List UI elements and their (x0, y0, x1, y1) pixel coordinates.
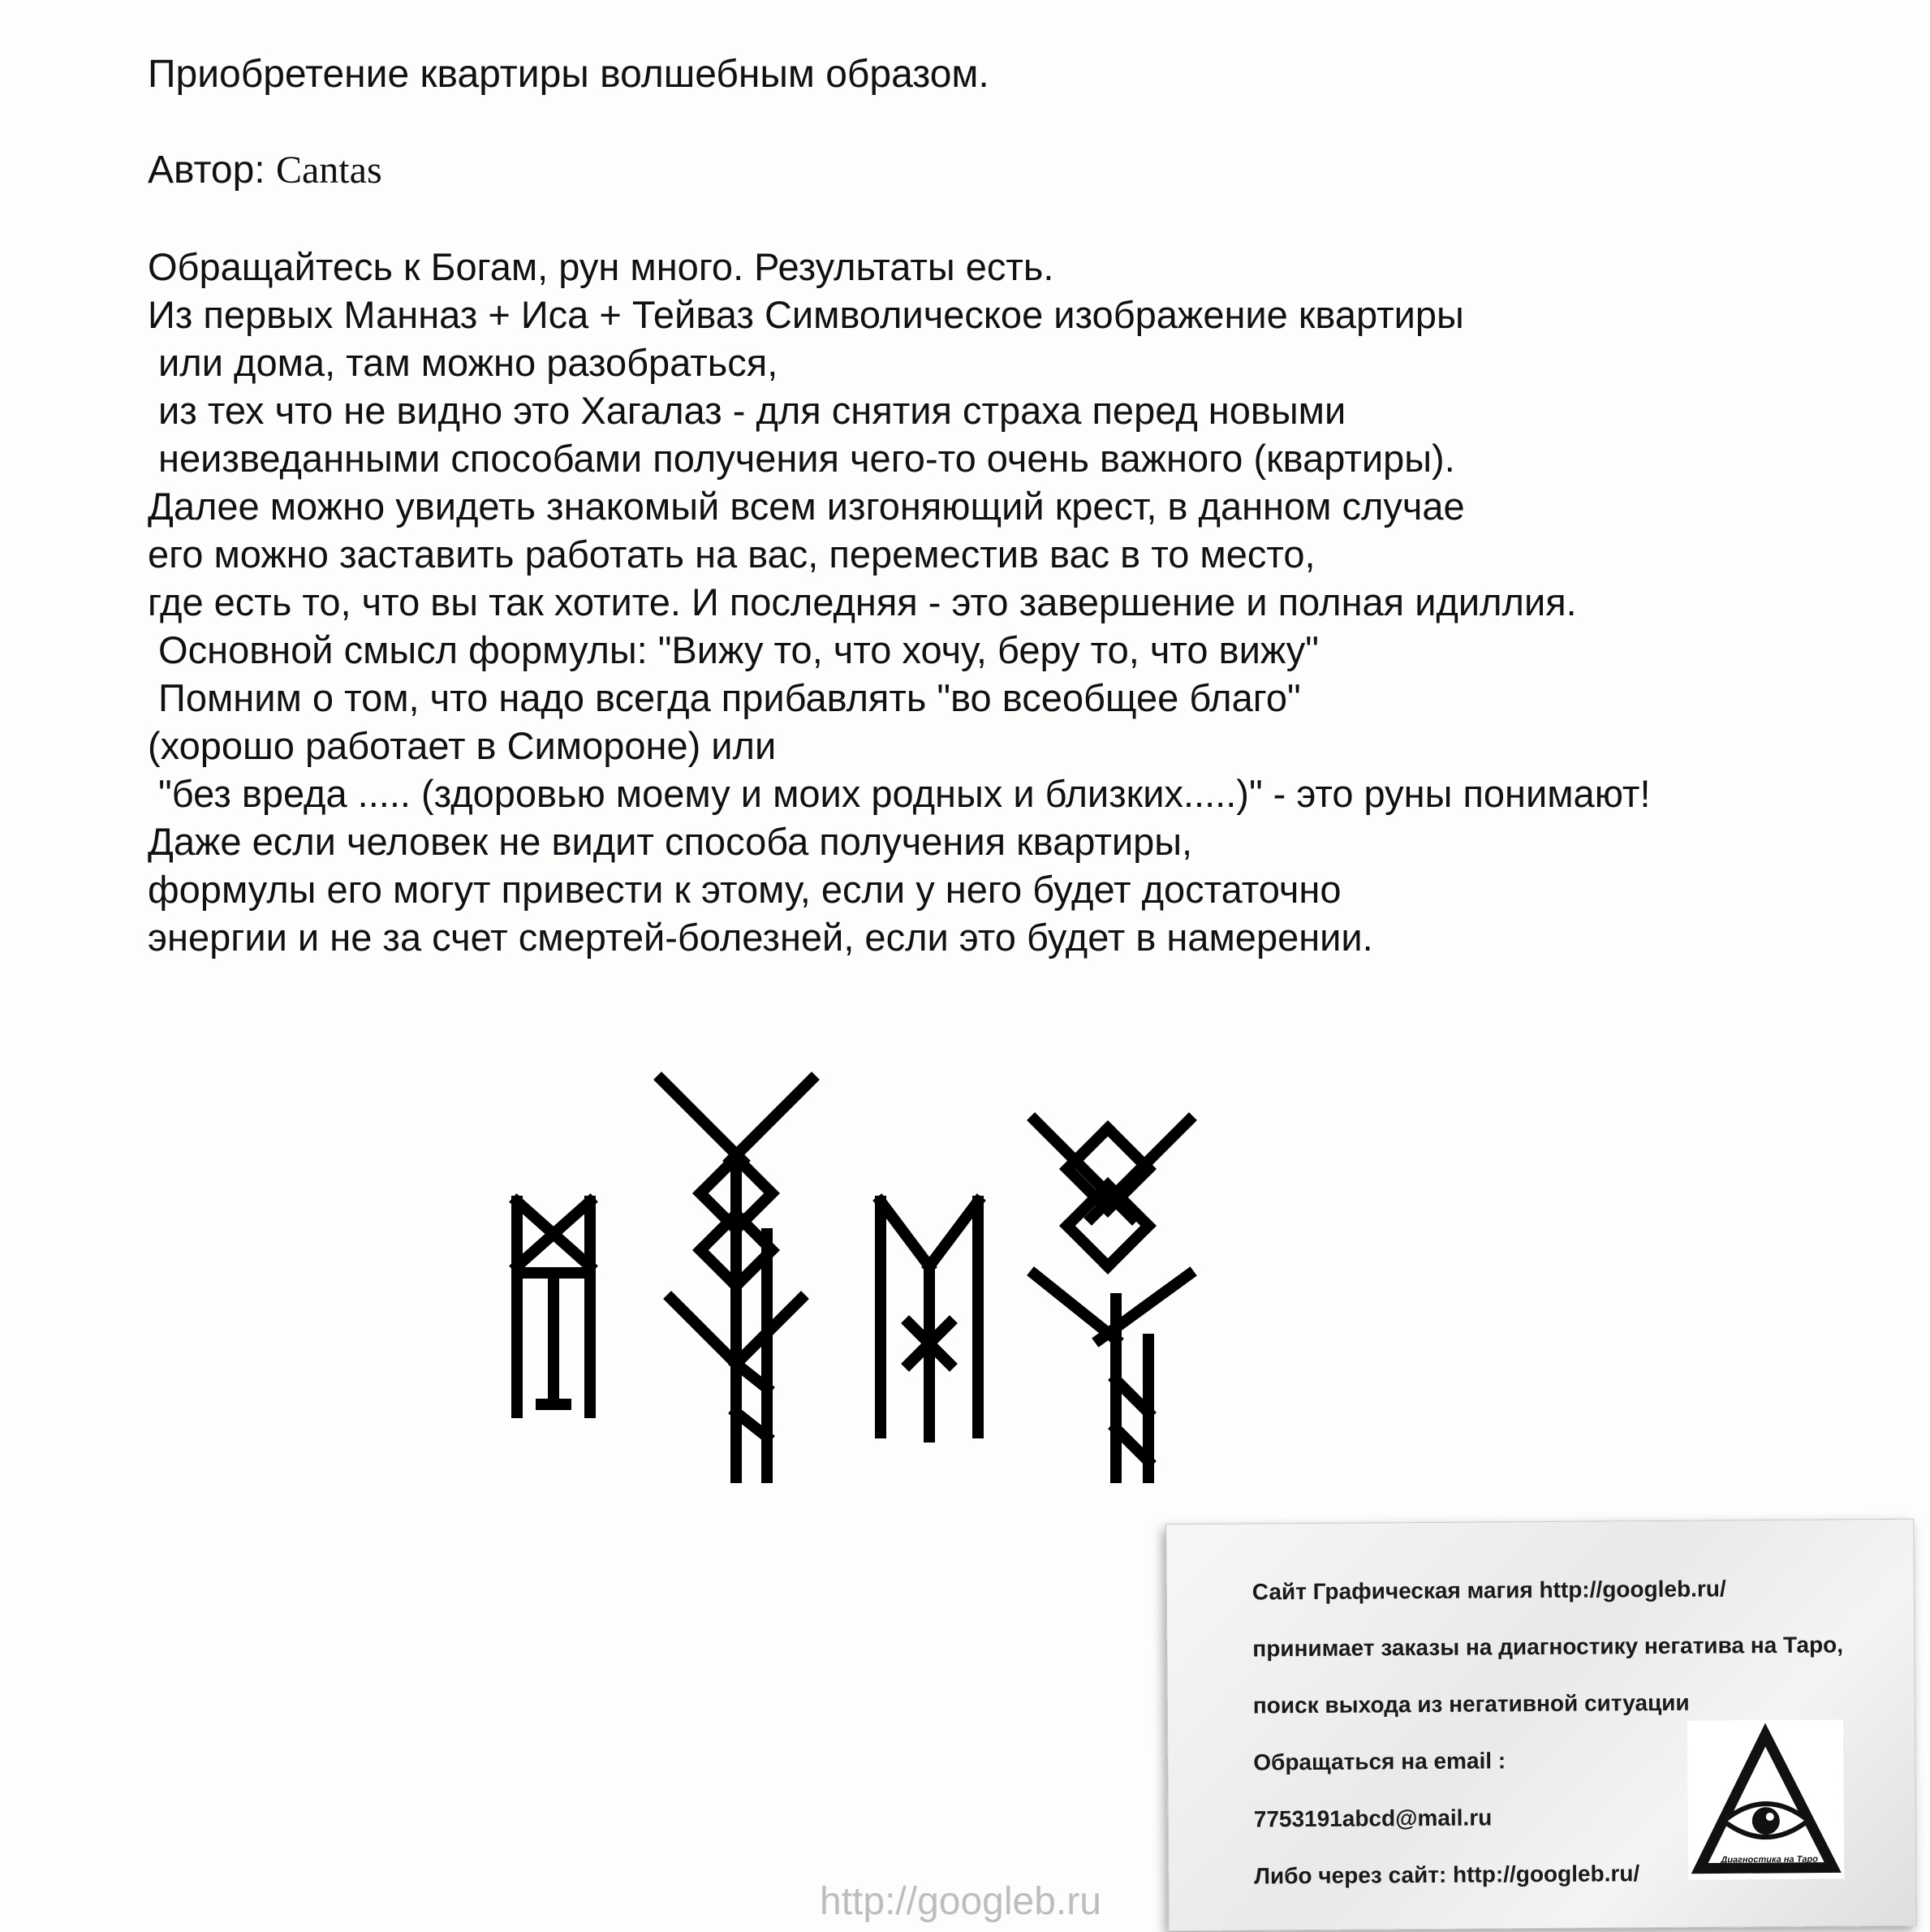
logo-caption: Диагностика на Таро (1721, 1854, 1819, 1865)
body-line: Из первых Манназ + Иса + Тейваз Символическое изображение квартиры (148, 293, 1464, 336)
body-line: из тех что не видно это Хагалаз - для снятия страха перед новыми (148, 389, 1346, 432)
rune-stave-1 (517, 1201, 590, 1412)
note-orders-line: принимает заказы на диагностику негатива на Таро, (1252, 1632, 1844, 1662)
body-line: Даже если человек не видит способа получения квартиры, (148, 820, 1193, 863)
body-line: (хорошо работает в Симороне) или (148, 724, 777, 767)
article-body (148, 243, 1893, 961)
rune-stave-3 (881, 1201, 978, 1437)
note-search-line: поиск выхода из негативной ситуации (1252, 1689, 1690, 1719)
body-line: Далее можно увидеть знакомый всем изгоняющий крест, в данном случае (148, 485, 1465, 528)
body-line: "без вреда ..... (здоровью моему и моих родных и близких.....)" - это руны понимают! (148, 772, 1651, 815)
note-email[interactable]: 7753191abcd@mail.ru (1253, 1805, 1493, 1832)
body-line: его можно заставить работать на вас, переместив вас в то место, (148, 533, 1316, 576)
page-title: Приобретение квартиры волшебным образом. (148, 53, 989, 96)
note-site-line: Сайт Графическая магия http://googleb.ru/ (1251, 1576, 1726, 1605)
watermark: http://googleb.ru (820, 1880, 1101, 1923)
body-line: где есть то, что вы так хотите. И последняя - это завершение и полная идиллия. (148, 580, 1577, 623)
author-name: Cantas (275, 149, 382, 192)
body-line: Помним о том, что надо всегда прибавлять "во всеобщее благо" (148, 676, 1301, 719)
body-line: или дома, там можно разобраться, (148, 341, 778, 384)
body-line: Обращайтесь к Богам, рун много. Результаты есть. (148, 245, 1054, 288)
advert-note (1165, 1519, 1916, 1931)
body-line: формулы его могут привести к этому, если у него будет достаточно (148, 868, 1342, 911)
author-line (148, 146, 382, 195)
body-line: энергии и не за счет смертей-болезней, если это будет в намерении. (148, 916, 1373, 959)
author-label: Автор: (148, 149, 265, 192)
rune-formula (499, 1055, 1213, 1502)
note-site-alt[interactable]: Либо через сайт: http://googleb.ru/ (1254, 1861, 1640, 1889)
rune-stave-4 (1035, 1120, 1189, 1477)
eye-triangle-icon (1687, 1719, 1844, 1879)
tarot-logo (1687, 1719, 1844, 1879)
body-line: неизведанными способами получения чего-то очень важного (квартиры). (148, 437, 1455, 480)
note-email-label: Обращаться на email : (1253, 1748, 1506, 1775)
rune-stave-2 (661, 1080, 812, 1477)
body-line: Основной смысл формулы: "Вижу то, что хочу, беру то, что вижу" (148, 628, 1319, 671)
